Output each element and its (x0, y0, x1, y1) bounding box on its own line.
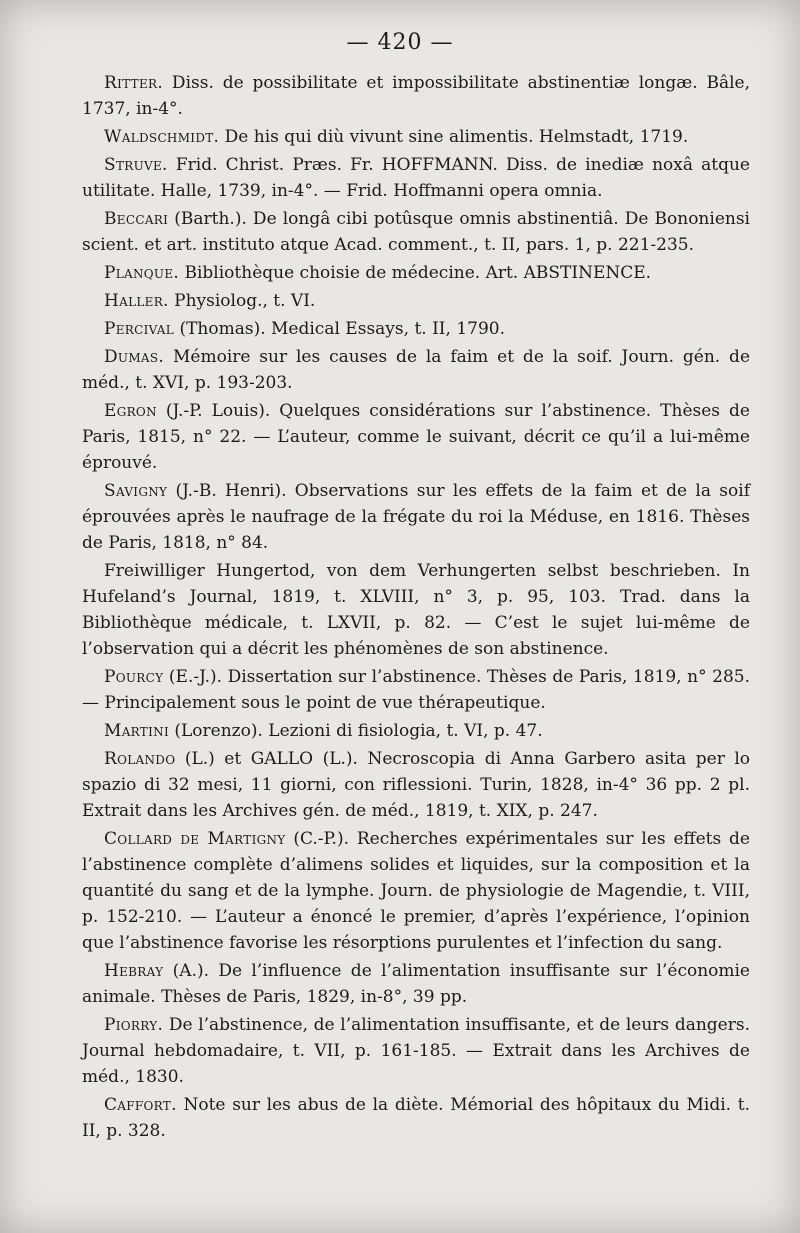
entry-text: (A.). De l’influence de l’alimentation insuffisante sur l’économie animale. Thèses de Paris, 1829, in-8°, 39 pp. (82, 961, 750, 1007)
entry-author: Hebray (104, 961, 164, 981)
entry-text: Physiolog., t. VI. (168, 291, 316, 311)
bibliography-entry (82, 1092, 750, 1144)
entry-author: Pourcy (104, 667, 164, 687)
bibliography-entry (82, 478, 750, 556)
bibliography-entry (82, 288, 750, 314)
bibliography-entry (82, 260, 750, 286)
bibliography-entry (82, 746, 750, 824)
entry-author: Waldschmidt. (104, 127, 220, 147)
entry-text: Mémoire sur les causes de la faim et de la soif. Journ. gén. de méd., t. XVI, p. 193-203. (82, 347, 750, 393)
entry-text: De l’abstinence, de l’alimentation insuffisante, et de leurs dangers. Journal hebdomadaire, t. VII, p. 161-185. — Extrait dans les Archives de méd., 1830. (82, 1015, 750, 1087)
bibliography-entry (82, 316, 750, 342)
bibliography-list (82, 70, 750, 1146)
entry-author: Dumas. (104, 347, 165, 367)
entry-author: Savigny (104, 481, 168, 501)
entry-author: Struve. (104, 155, 168, 175)
bibliography-entry (82, 826, 750, 956)
entry-author: Martini (104, 721, 169, 741)
entry-author: Beccari (104, 209, 169, 229)
entry-text: Frid. Christ. Præs. Fr. HOFFMANN. Diss. de inediæ noxâ atque utilitate. Halle, 1739, in-4°. — Frid. Hoffmanni opera omnia. (82, 155, 750, 201)
entry-author: Haller. (104, 291, 169, 311)
bibliography-entry (82, 124, 750, 150)
page-number: — 420 — (346, 30, 454, 55)
entry-text: (J.-B. Henri). Observations sur les effets de la faim et de la soif éprouvées après le naufrage de la frégate du roi la Méduse, en 1816. Thèses de Paris, 1818, n° 84. (82, 481, 750, 553)
entry-author: Caffort. (104, 1095, 177, 1115)
entry-author: Egron (104, 401, 157, 421)
entry-text: (J.-P. Louis). Quelques considérations sur l’abstinence. Thèses de Paris, 1815, n° 22. — L’auteur, comme le suivant, décrit ce qu’il a lui-même éprouvé. (82, 401, 750, 473)
bibliography-entry (82, 152, 750, 204)
bibliography-entry (82, 398, 750, 476)
bibliography-entry (82, 344, 750, 396)
entry-author: Planque. (104, 263, 180, 283)
entry-author: Percival (104, 319, 175, 339)
entry-text: Freiwilliger Hungertod, von dem Verhungerten selbst beschrieben. In Hufeland’s Journal, 1819, t. XLVIII, n° 3, p. 95, 103. Trad. dans la Bibliothèque médicale, t. LXVII, p. 82. — C’est le sujet lui-même de l’observation qui a décrit les phénomènes de son abstinence. (82, 561, 750, 659)
entry-author: Ritter. (104, 73, 164, 93)
entry-text: Bibliothèque choisie de médecine. Art. ABSTINENCE. (179, 263, 652, 283)
bibliography-entry (82, 558, 750, 662)
entry-text: Diss. de possibilitate et impossibilitate abstinentiæ longæ. Bâle, 1737, in-4°. (82, 73, 750, 119)
entry-text: (Barth.). De longâ cibi potûsque omnis abstinentiâ. De Bononiensi scient. et art. instituto atque Acad. comment., t. II, pars. 1, p. 221-235. (82, 209, 750, 255)
entry-text: Note sur les abus de la diète. Mémorial des hôpitaux du Midi. t. II, p. 328. (82, 1095, 750, 1141)
bibliography-entry (82, 718, 750, 744)
entry-text: (C.-P.). Recherches expérimentales sur les effets de l’abstinence complète d’alimens solides et liquides, sur la composition et la quantité du sang et de la lymphe. Journ. de physiologie de Magendie, t. VIII, p. 152-210. — L’auteur a énoncé le premier, d’après l’expérience, l’opinion que l’abstinence favorise les résorptions purulentes et l’infection du sang. (82, 829, 750, 953)
bibliography-entry (82, 664, 750, 716)
entry-author: Rolando (104, 749, 176, 769)
bibliography-entry (82, 958, 750, 1010)
entry-text: (Thomas). Medical Essays, t. II, 1790. (174, 319, 505, 339)
entry-text: (Lorenzo). Lezioni di fisiologia, t. VI, p. 47. (168, 721, 543, 741)
entry-author: Piorry. (104, 1015, 164, 1035)
entry-author: Collard de Martigny (104, 829, 286, 849)
bibliography-entry (82, 1012, 750, 1090)
entry-text: (L.) et GALLO (L.). Necroscopia di Anna Garbero asita per lo spazio di 32 mesi, 11 giorni, con riflessioni. Turin, 1828, in-4° 36 pp. 2 pl. Extrait dans les Archives gén. de méd., 1819, t. XIX, p. 247. (82, 749, 750, 821)
bibliography-entry (82, 206, 750, 258)
entry-text: De his qui diù vivunt sine alimentis. Helmstadt, 1719. (219, 127, 689, 147)
bibliography-entry (82, 70, 750, 122)
entry-text: (E.-J.). Dissertation sur l’abstinence. Thèses de Paris, 1819, n° 285. — Principalement sous le point de vue thérapeutique. (82, 667, 750, 713)
